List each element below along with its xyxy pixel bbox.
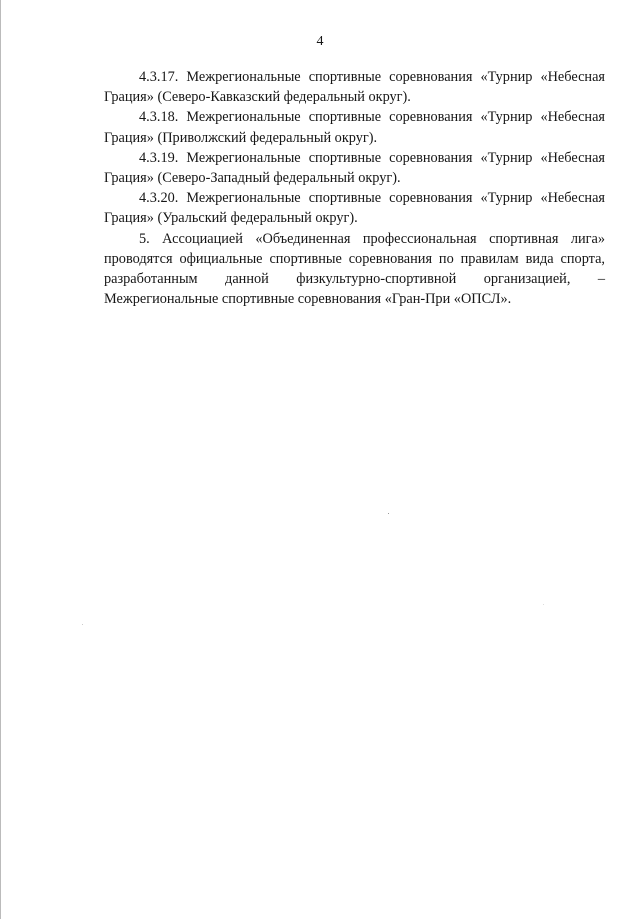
scan-speck [82,624,83,625]
list-item-4-3-18 [69,107,605,147]
list-item-line: 4.3.19. Межрегиональные спортивные соревнования «Турнир «Небесная [139,149,605,166]
list-item-line: Грация» (Северо-Кавказский федеральный округ). [104,89,411,106]
list-item-line: Грация» (Уральский федеральный округ). [104,210,358,227]
paragraph-line: Межрегиональные спортивные соревнования «Гран-При «ОПСЛ». [104,291,512,308]
scan-edge [0,0,1,919]
list-item-4-3-19 [69,148,605,188]
list-item-4-3-17 [69,67,605,107]
paragraph-line: проводятся официальные спортивные соревнования по правилам вида спорта, [104,250,605,267]
list-item-line: 4.3.20. Межрегиональные спортивные соревнования «Турнир «Небесная [139,190,605,207]
scan-speck [388,513,389,514]
paragraph-line: 5. Ассоциацией «Объединенная профессиональная спортивная лига» [139,230,605,247]
paragraph-5 [69,229,605,310]
document-body [69,67,605,309]
list-item-line: Грация» (Приволжский федеральный округ). [104,129,378,146]
list-item-line: 4.3.17. Межрегиональные спортивные соревнования «Турнир «Небесная [139,69,605,85]
list-item-4-3-20 [69,188,605,228]
list-item-line: Грация» (Северо-Западный федеральный округ). [104,170,401,187]
scan-speck [543,604,544,605]
paragraph-line: разработанным данной физкультурно-спортивной организацией, – [104,271,605,288]
page-number: 4 [316,34,324,49]
list-item-line: 4.3.18. Межрегиональные спортивные соревнования «Турнир «Небесная [139,109,605,126]
